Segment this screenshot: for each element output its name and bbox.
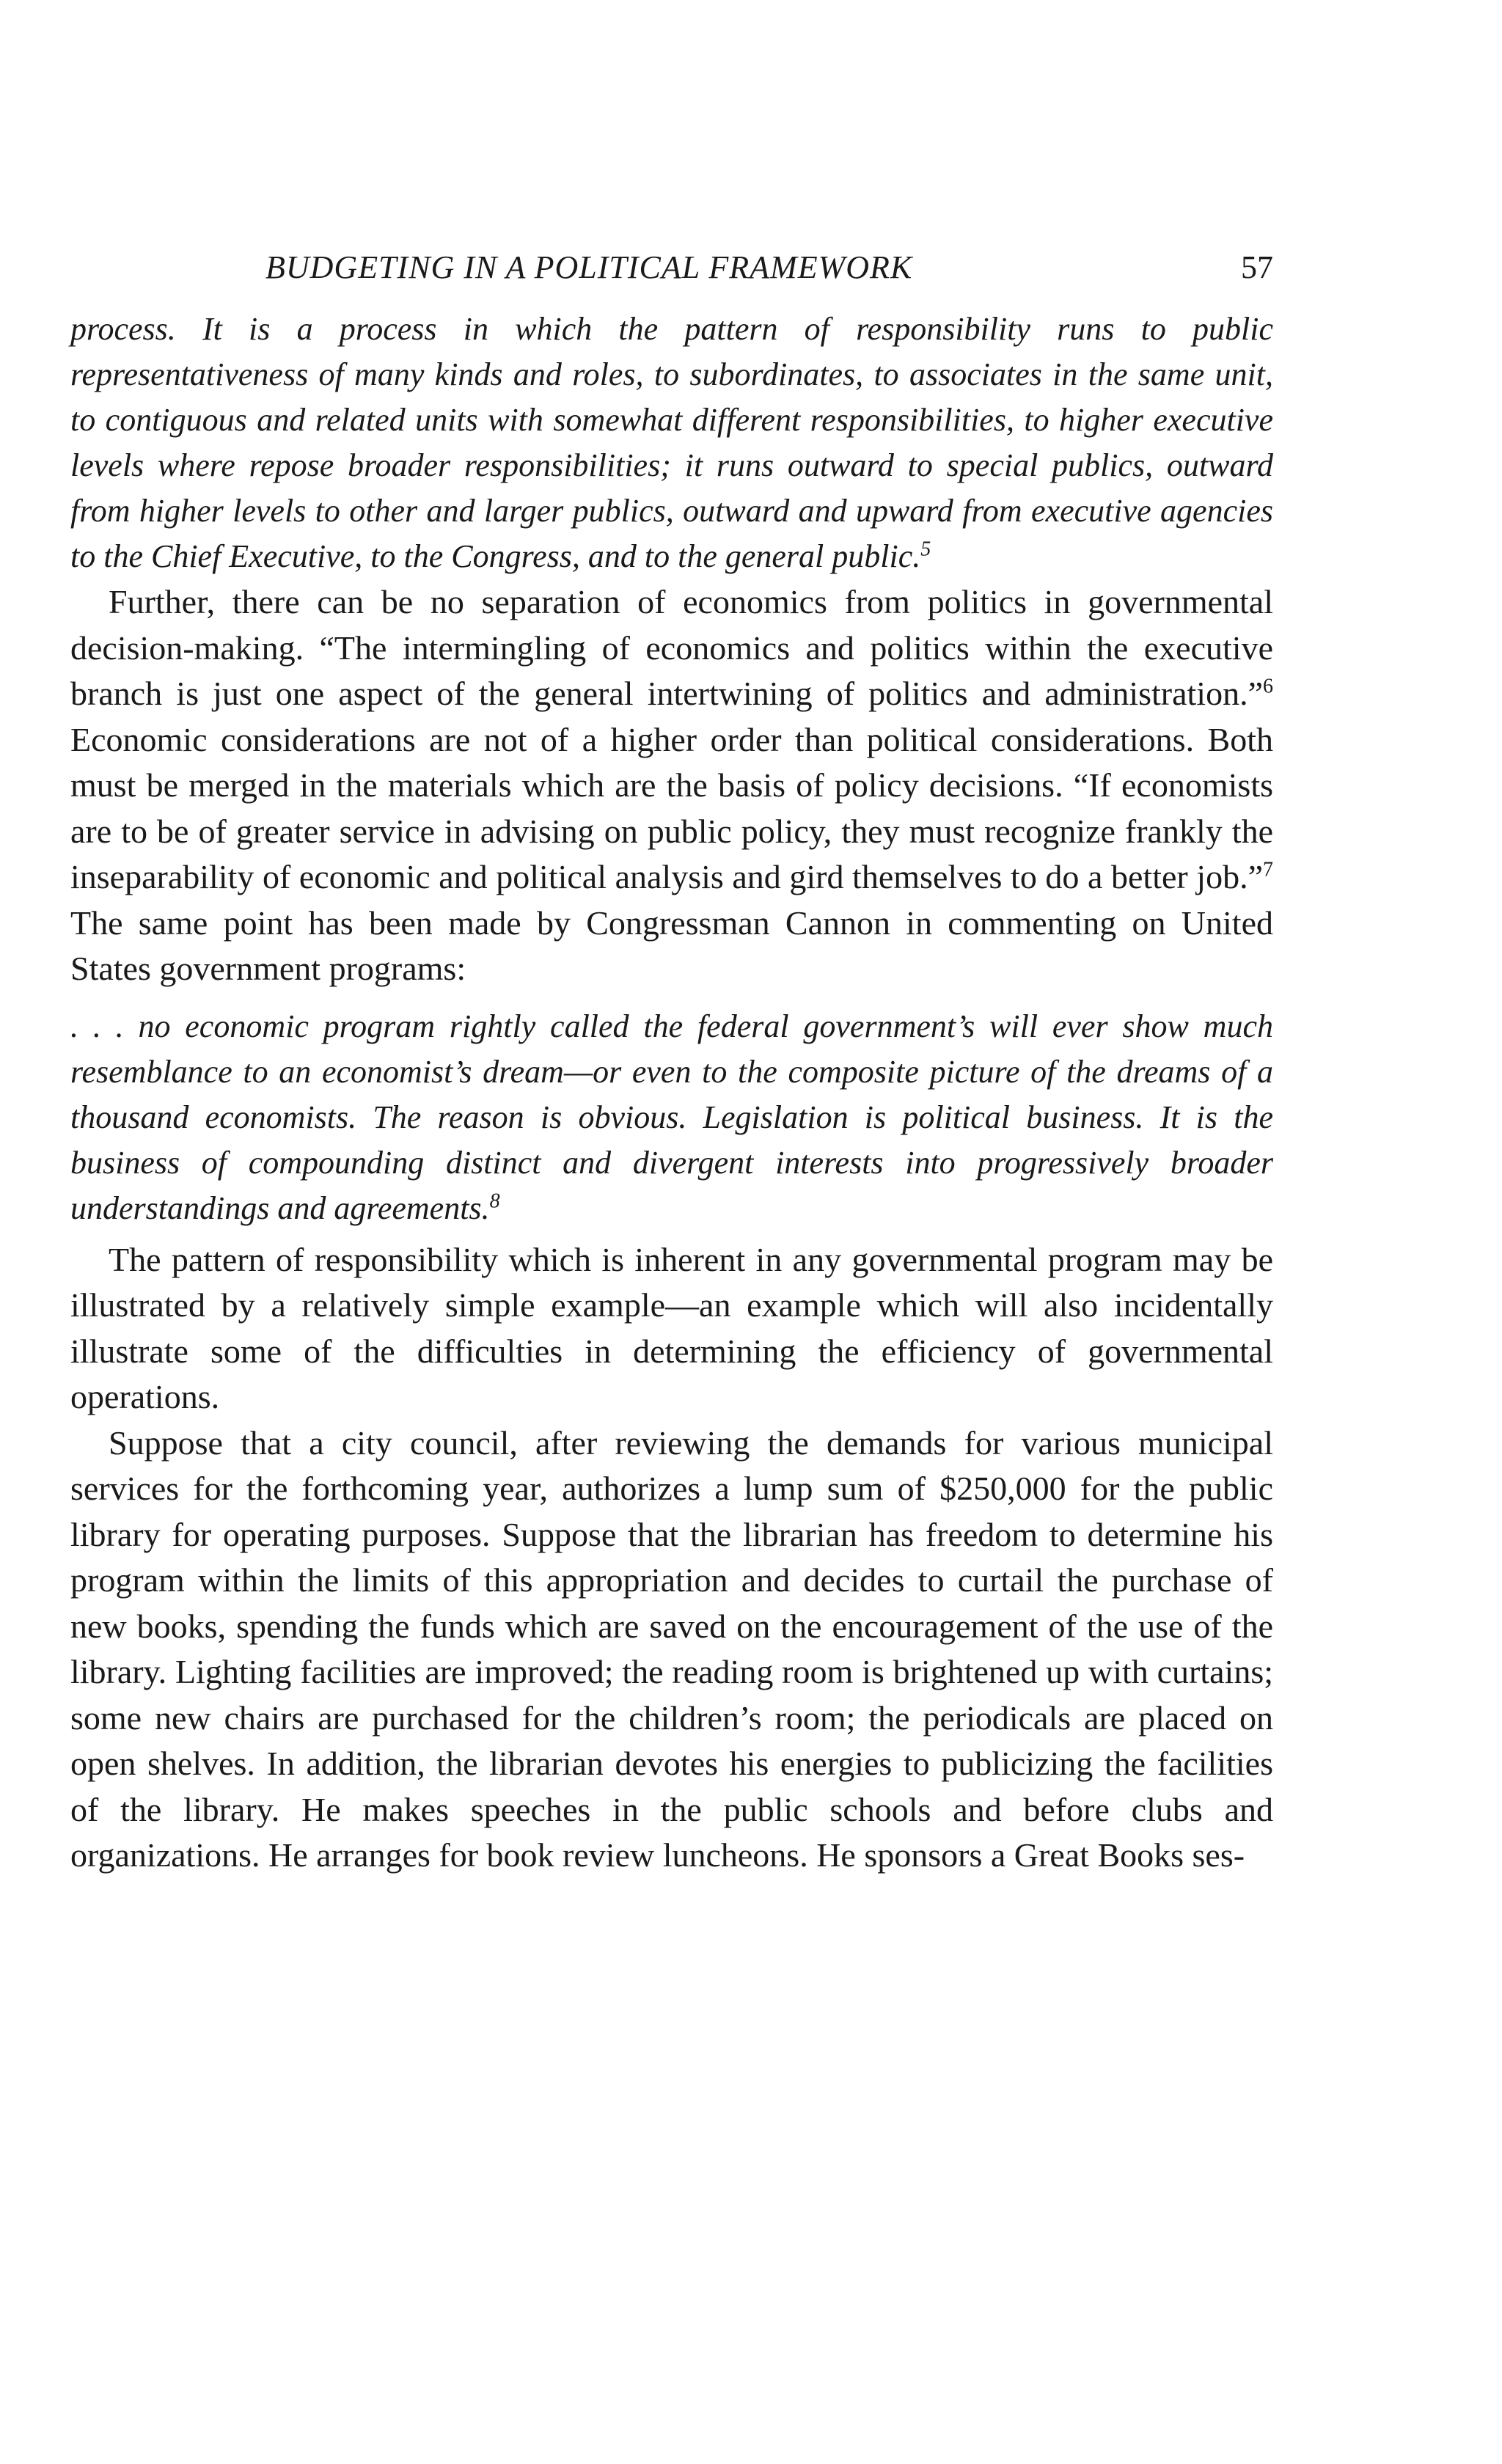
quote-text: process. It is a process in which the pattern of responsibility runs to public representativeness of many kinds and roles, to subordinates, to associates in the same unit, to contiguous and related units with somewhat different responsibilities, to higher executive levels where repose broader responsibilities; it runs outward to special publics, outward from higher levels to other and larger publics, outward and upward from executive agencies to the Chief Executive, to the Congress, and to the general public.	[70, 311, 1273, 574]
footnote-ref-7[interactable]: 7	[1263, 858, 1273, 881]
running-title: BUDGETING IN A POLITICAL FRAMEWORK	[265, 249, 913, 285]
paragraph-pattern-of-responsibility: The pattern of responsibility which is inherent in any governmental program may be illustrated by a relatively simple example—an example which will also incidentally illustrate some of the difficulties in determining the efficiency of governmental operations.	[70, 1240, 1273, 1415]
running-head	[70, 242, 1273, 293]
book-page	[70, 242, 1273, 1879]
paragraph-economics-politics	[70, 579, 1273, 992]
footnote-ref-6[interactable]: 6	[1263, 675, 1273, 698]
quote-text: . . . no economic program rightly called the federal government’s will ever show much resemblance to an economist’s dream—or even to the composite picture of the dreams of a thousand economists. The reason is obvious. Legislation is political business. It is the business of compounding distinct and divergent interests into progressively broader understandings and agreements.	[70, 1008, 1273, 1226]
footnote-ref-5[interactable]: 5	[920, 538, 931, 561]
page-number: 57	[1241, 249, 1273, 285]
paragraph-text: Economic considerations are not of a higher order than political considerations. Both must be merged in the materials which are the basis of policy decisions. “If economists are to be of greater service in advising on public policy, they must recognize frankly the inseparability of economic and political analysis and gird themselves to do a better job.”	[70, 720, 1273, 895]
block-quote-cannon	[70, 1004, 1273, 1231]
paragraph-library-example: Suppose that a city council, after reviewing the demands for various municipal services for the forthcoming year, authorizes a lump sum of $250,000 for the public library for operating purposes. Suppose that the librarian has freedom to determine his program within the limits of this appropriation and decides to curtail the purchase of new books, spending the funds which are saved on the encouragement of the use of the library. Lighting facilities are improved; the reading room is brightened up with curtains; some new chairs are purchased for the children’s room; the periodicals are placed on open shelves. In addition, the librarian devotes his energies to publicizing the facilities of the library. He makes speeches in the public schools and before clubs and organizations. He arranges for book review luncheons. He sponsors a Great Books ses-	[70, 1423, 1273, 1874]
footnote-ref-8[interactable]: 8	[489, 1189, 500, 1212]
paragraph-text: The same point has been made by Congressman Cannon in commenting on United States government programs:	[70, 903, 1273, 987]
paragraph-text: Further, there can be no separation of economics from politics in governmental decision-making. “The intermingling of economics and politics within the executive branch is just one aspect of the general intertwining of politics and administration.”	[70, 583, 1273, 712]
block-quote-responsibility	[70, 307, 1273, 579]
